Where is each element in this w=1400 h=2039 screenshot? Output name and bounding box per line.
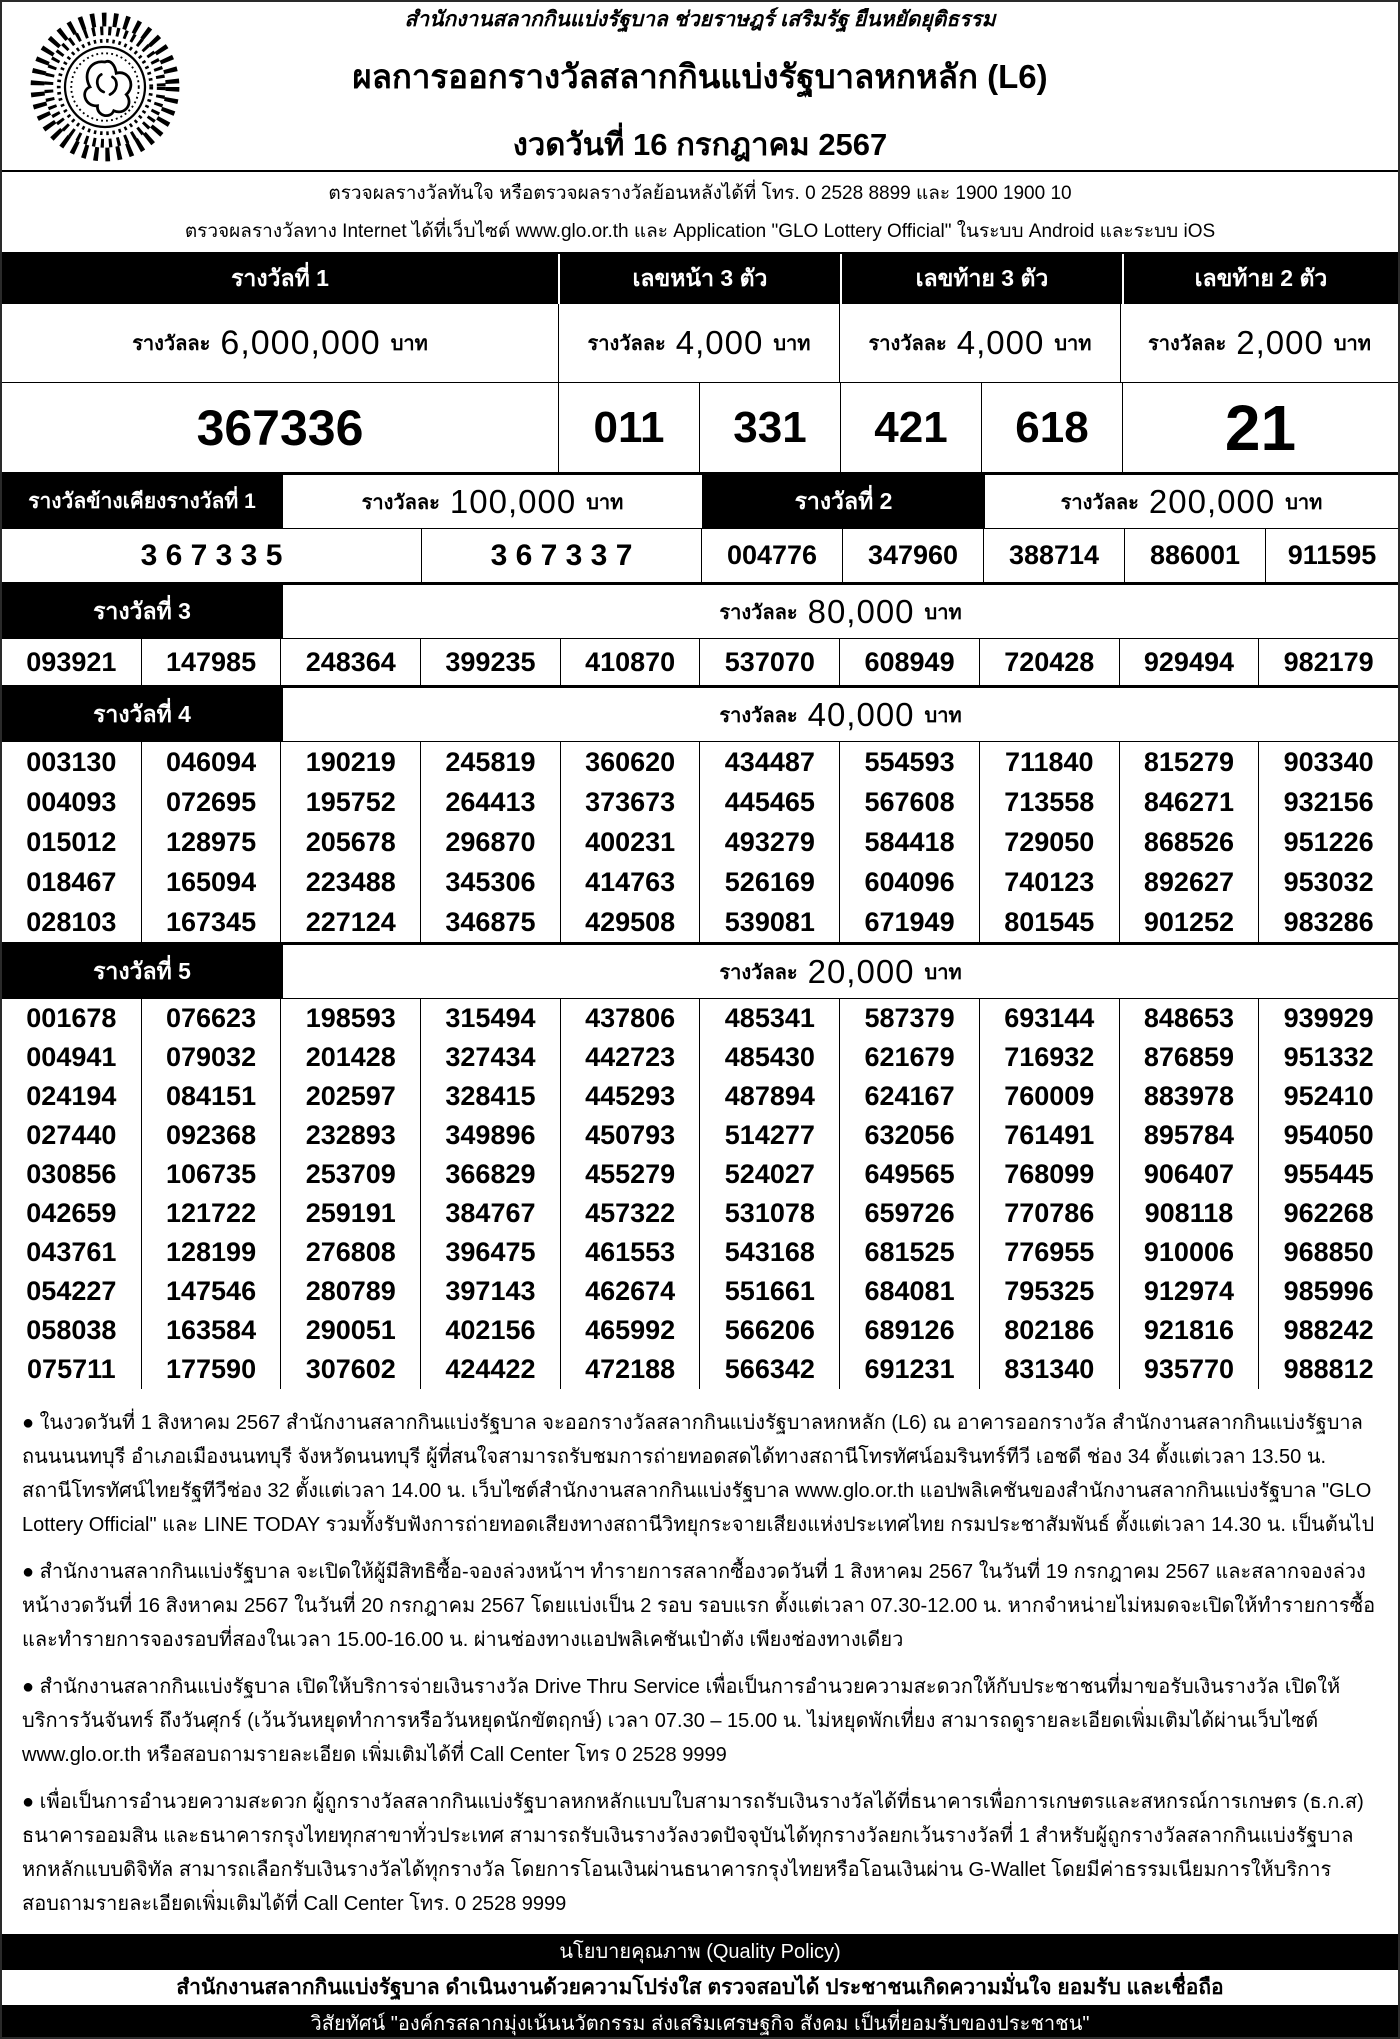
last2-amount	[1121, 304, 1398, 382]
first-prize-amount	[2, 304, 558, 382]
last3-number-1: 421	[841, 383, 981, 472]
side-prize-amount	[283, 475, 702, 528]
prize-number: 539081	[700, 902, 839, 942]
prize-number: 537070	[700, 639, 839, 685]
prize5-numbers	[2, 998, 1398, 1389]
amount-value: 100,000	[449, 482, 577, 520]
front3-number-1: 011	[559, 383, 699, 472]
prize-number: 493279	[700, 822, 839, 862]
prize-number: 952410	[1259, 1077, 1398, 1116]
amount-unit: บาท	[773, 333, 811, 355]
amount-value: 40,000	[807, 695, 915, 733]
prize-number: 327434	[421, 1038, 560, 1077]
prize-number: 093921	[2, 639, 141, 685]
amount-prefix: รางวัลละ	[132, 333, 211, 355]
amount-unit: บาท	[924, 704, 962, 727]
prize-number: 531078	[700, 1194, 839, 1233]
prize-number: 106735	[142, 1155, 281, 1194]
prize-number: 003130	[2, 742, 141, 782]
prize-number: 776955	[980, 1233, 1119, 1272]
top-prize-amount-row	[2, 304, 1398, 382]
prize2-label: รางวัลที่ 2	[703, 475, 984, 528]
prize-number: 526169	[700, 862, 839, 902]
prize-number: 205678	[281, 822, 420, 862]
prize-number: 621679	[840, 1038, 979, 1077]
prize-number: 551661	[700, 1272, 839, 1311]
prize-number: 058038	[2, 1311, 141, 1350]
front3-amount	[559, 304, 839, 382]
prize-number: 128199	[142, 1233, 281, 1272]
prize-number: 346875	[421, 902, 560, 942]
prize-number: 434487	[700, 742, 839, 782]
prize-number: 988812	[1259, 1350, 1398, 1389]
prize-number: 245819	[421, 742, 560, 782]
prize-number: 983286	[1259, 902, 1398, 942]
prize2-number: 911595	[1266, 529, 1398, 582]
prize-number: 280789	[281, 1272, 420, 1311]
prize-number: 259191	[281, 1194, 420, 1233]
prize-number: 147546	[142, 1272, 281, 1311]
amount-value: 4,000	[956, 324, 1045, 361]
prize4-header-row	[2, 685, 1398, 741]
last2-number: 21	[1123, 383, 1398, 472]
amount-value: 20,000	[807, 952, 915, 990]
prize-number: 042659	[2, 1194, 141, 1233]
top-prize-number-row	[2, 382, 1398, 472]
prize-number: 396475	[421, 1233, 560, 1272]
prize-number: 015012	[2, 822, 141, 862]
prize-number: 128975	[142, 822, 281, 862]
prize-number: 328415	[421, 1077, 560, 1116]
prize-number: 276808	[281, 1233, 420, 1272]
prize-number: 659726	[840, 1194, 979, 1233]
prize5-amount	[283, 945, 1398, 998]
prize5-label: รางวัลที่ 5	[2, 945, 282, 998]
prize-number: 524027	[700, 1155, 839, 1194]
prize2-number: 388714	[984, 529, 1124, 582]
prize2-amount	[985, 475, 1398, 528]
amount-unit: บาท	[924, 961, 962, 984]
contact-internet-line: ตรวจผลรางวัลทาง Internet ได้ที่เว็บไซต์ www.glo.or.th และ Application "GLO Lottery Official" ในระบบ Android และระบบ iOS	[184, 221, 1216, 242]
prize-number: 472188	[561, 1350, 700, 1389]
amount-unit: บาท	[390, 333, 428, 355]
prize-number: 400231	[561, 822, 700, 862]
prize-number: 587379	[840, 999, 979, 1038]
prize-number: 177590	[142, 1350, 281, 1389]
prize-number: 253709	[281, 1155, 420, 1194]
prize-number: 868526	[1120, 822, 1259, 862]
prize-number: 147985	[142, 639, 281, 685]
prize-number: 903340	[1259, 742, 1398, 782]
side-prize-label: รางวัลข้างเคียงรางวัลที่ 1	[2, 475, 282, 528]
prize-number: 693144	[980, 999, 1119, 1038]
prize-number: 455279	[561, 1155, 700, 1194]
prize-number: 075711	[2, 1350, 141, 1389]
prize-number: 004941	[2, 1038, 141, 1077]
prize-number: 167345	[142, 902, 281, 942]
prize-number: 910006	[1120, 1233, 1259, 1272]
amount-prefix: รางวัลละ	[1060, 491, 1139, 514]
last3-amount	[840, 304, 1120, 382]
prize-number: 921816	[1120, 1311, 1259, 1350]
prize-number: 584418	[840, 822, 979, 862]
amount-unit: บาท	[924, 601, 962, 624]
prize-number: 461553	[561, 1233, 700, 1272]
prize-number: 397143	[421, 1272, 560, 1311]
amount-prefix: รางวัลละ	[719, 961, 798, 984]
prize-number: 713558	[980, 782, 1119, 822]
prize-number: 801545	[980, 902, 1119, 942]
prize-number: 962268	[1259, 1194, 1398, 1233]
prize-number: 883978	[1120, 1077, 1259, 1116]
prize-number: 076623	[142, 999, 281, 1038]
prize-number: 953032	[1259, 862, 1398, 902]
amount-unit: บาท	[1333, 333, 1371, 355]
prize-number: 760009	[980, 1077, 1119, 1116]
prize-number: 566342	[700, 1350, 839, 1389]
note-next-draw: ● ในงวดวันที่ 1 สิงหาคม 2567 สำนักงานสลากกินแบ่งรัฐบาล จะออกรางวัลสลากกินแบ่งรัฐบาลหกหลัก (L6) ณ อาคารออกรางวัล สำนักงานสลากกินแบ่งรัฐบาล ถนนนนทบุรี อำเภอเมืองนนทบุรี จังหวัดนนทบุรี ผู้ที่สนใจสามารถรับชมการถ่ายทอดสดได้ทางสถานีโทรทัศน์อมรินทร์ทีวี เอชดี ช่อง 34 ตั้งแต่เวลา 13.50 น. สถานีโทรทัศน์ไทยรัฐทีวีช่อง 32 ตั้งแต่เวลา 14.00 น. เว็บไซต์สำนักงานสลากกินแบ่งรัฐบาล www.glo.or.th แอปพลิเคชันของสำนักงานสลากกินแบ่งรัฐบาล "GLO Lottery Official" และ LINE TODAY รวมทั้งรับฟังการถ่ายทอดเสียงทางสถานีวิทยุกระจายเสียงแห่งประเทศไทย กรมประชาสัมพันธ์ ตั้งแต่เวลา 14.30 น. เป็นต้นไป	[22, 1412, 1375, 1536]
prize-number: 457322	[561, 1194, 700, 1233]
prize-number: 720428	[980, 639, 1119, 685]
prize-number: 202597	[281, 1077, 420, 1116]
prize-number: 001678	[2, 999, 141, 1038]
prize-number: 349896	[421, 1116, 560, 1155]
prize-number: 315494	[421, 999, 560, 1038]
amount-prefix: รางวัลละ	[361, 491, 440, 514]
prize5-header-row	[2, 942, 1398, 998]
prize-number: 906407	[1120, 1155, 1259, 1194]
prize-number: 567608	[840, 782, 979, 822]
prize-number: 410870	[561, 639, 700, 685]
first-prize-header: รางวัลที่ 1	[2, 254, 558, 304]
prize-number: 649565	[840, 1155, 979, 1194]
side-prize-number-2: 3 6 7 3 3 7	[422, 529, 701, 582]
last3-number-2: 618	[982, 383, 1122, 472]
prize-number: 084151	[142, 1077, 281, 1116]
prize-number: 985996	[1259, 1272, 1398, 1311]
prize-number: 691231	[840, 1350, 979, 1389]
prize-number: 290051	[281, 1311, 420, 1350]
prize-number: 424422	[421, 1350, 560, 1389]
prize-number: 761491	[980, 1116, 1119, 1155]
note-advance-booking: ● สำนักงานสลากกินแบ่งรัฐบาล จะเปิดให้ผู้มีสิทธิซื้อ-จองล่วงหน้าฯ ทำรายการสลากซื้องวดวันที่ 1 สิงหาคม 2567 ในวันที่ 19 กรกฎาคม 2567 และสลากจองล่วงหน้างวดวันที่ 16 สิงหาคม 2567 ในวันที่ 20 กรกฎาคม 2567 โดยแบ่งเป็น 2 รอบ รอบแรก ตั้งแต่เวลา 07.30-12.00 น. หากจำหน่ายไม่หมดจะเปิดให้ทำรายการซื้อและทำรายการจองรอบที่สองในเวลา 15.00-16.00 น. ผ่านช่องทางแอปพลิเคชันเป๋าตัง เพียงช่องทางเดียว	[22, 1561, 1376, 1651]
amount-prefix: รางวัลละ	[1148, 333, 1227, 355]
page-header	[2, 2, 1398, 172]
prize-number: 908118	[1120, 1194, 1259, 1233]
prize-number: 465992	[561, 1311, 700, 1350]
prize-number: 018467	[2, 862, 141, 902]
prize-number: 445465	[700, 782, 839, 822]
top-prize-header-row	[2, 252, 1398, 304]
prize-number: 232893	[281, 1116, 420, 1155]
first-prize-number: 367336	[2, 383, 558, 472]
prize-number: 604096	[840, 862, 979, 902]
prize-number: 716932	[980, 1038, 1119, 1077]
prize-number: 373673	[561, 782, 700, 822]
amount-value: 80,000	[807, 592, 915, 630]
prize-number: 955445	[1259, 1155, 1398, 1194]
prize-number: 307602	[281, 1350, 420, 1389]
prize-number: 429508	[561, 902, 700, 942]
prize2-number: 004776	[702, 529, 842, 582]
prize-number: 072695	[142, 782, 281, 822]
prize-number: 384767	[421, 1194, 560, 1233]
page-title: ผลการออกรางวัลสลากกินแบ่งรัฐบาลหกหลัก (L6)	[352, 58, 1048, 95]
side-prize2-number-row	[2, 528, 1398, 582]
prize-number: 092368	[142, 1116, 281, 1155]
prize-number: 689126	[840, 1311, 979, 1350]
prize-number: 121722	[142, 1194, 281, 1233]
prize-number: 414763	[561, 862, 700, 902]
prize3-label: รางวัลที่ 3	[2, 585, 282, 638]
prize-number: 671949	[840, 902, 979, 942]
prize-number: 566206	[700, 1311, 839, 1350]
prize-number: 485430	[700, 1038, 839, 1077]
prize-number: 895784	[1120, 1116, 1259, 1155]
prize4-label: รางวัลที่ 4	[2, 688, 282, 741]
prize-number: 935770	[1120, 1350, 1259, 1389]
quality-policy-bar: นโยบายคุณภาพ (Quality Policy)	[2, 1934, 1398, 1968]
prize-number: 487894	[700, 1077, 839, 1116]
prize-number: 345306	[421, 862, 560, 902]
prize-number: 201428	[281, 1038, 420, 1077]
prize-number: 163584	[142, 1311, 281, 1350]
amount-prefix: รางวัลละ	[719, 704, 798, 727]
prize-number: 951226	[1259, 822, 1398, 862]
prize-number: 901252	[1120, 902, 1259, 942]
prize3-header-row	[2, 582, 1398, 638]
prize-number: 437806	[561, 999, 700, 1038]
prize-number: 046094	[142, 742, 281, 782]
prize-number: 951332	[1259, 1038, 1398, 1077]
prize-number: 795325	[980, 1272, 1119, 1311]
prize-number: 939929	[1259, 999, 1398, 1038]
prize-number: 932156	[1259, 782, 1398, 822]
prize-number: 004093	[2, 782, 141, 822]
prize-number: 929494	[1120, 639, 1259, 685]
prize-number: 802186	[980, 1311, 1119, 1350]
prize-number: 079032	[142, 1038, 281, 1077]
prize-number: 632056	[840, 1116, 979, 1155]
prize-number: 912974	[1120, 1272, 1259, 1311]
amount-unit: บาท	[586, 491, 624, 514]
prize4-amount	[283, 688, 1398, 741]
contact-info	[2, 172, 1398, 252]
prize2-number: 886001	[1125, 529, 1265, 582]
amount-prefix: รางวัลละ	[587, 333, 666, 355]
prize2-number: 347960	[843, 529, 983, 582]
prize-number: 360620	[561, 742, 700, 782]
prize-number: 054227	[2, 1272, 141, 1311]
last2-header: เลขท้าย 2 ตัว	[1124, 254, 1398, 304]
prize-number: 028103	[2, 902, 141, 942]
prize-number: 982179	[1259, 639, 1398, 685]
prize-number: 954050	[1259, 1116, 1398, 1155]
prize-number: 684081	[840, 1272, 979, 1311]
prize-number: 024194	[2, 1077, 141, 1116]
prize-number: 462674	[561, 1272, 700, 1311]
prize-number: 399235	[421, 639, 560, 685]
prize-number: 831340	[980, 1350, 1119, 1389]
amount-value: 200,000	[1148, 482, 1276, 520]
glo-emblem-icon	[30, 12, 180, 162]
prize-number: 227124	[281, 902, 420, 942]
prize-number: 968850	[1259, 1233, 1398, 1272]
side-prize2-header-row	[2, 472, 1398, 528]
prize-number: 190219	[281, 742, 420, 782]
side-prize-number-1: 3 6 7 3 3 5	[2, 529, 421, 582]
amount-unit: บาท	[1054, 333, 1092, 355]
prize-number: 030856	[2, 1155, 141, 1194]
contact-phone-line: ตรวจผลรางวัลทันใจ หรือตรวจผลรางวัลย้อนหลังได้ที่ โทร. 0 2528 8899 และ 1900 1900 10	[328, 183, 1072, 204]
prize-number: 043761	[2, 1233, 141, 1272]
prize-number: 892627	[1120, 862, 1259, 902]
prize-number: 165094	[142, 862, 281, 902]
prize-number: 195752	[281, 782, 420, 822]
prize-number: 815279	[1120, 742, 1259, 782]
prize-number: 402156	[421, 1311, 560, 1350]
front3-header: เลขหน้า 3 ตัว	[560, 254, 840, 304]
note-prize-claim: ● เพื่อเป็นการอำนวยความสะดวก ผู้ถูกรางวัลสลากกินแบ่งรัฐบาลหกหลักแบบใบสามารถรับเงินรางวัลได้ที่ธนาคารเพื่อการเกษตรและสหกรณ์การเกษตร (ธ.ก.ส) ธนาคารออมสิน และธนาคารกรุงไทยทุกสาขาทั่วประเทศ สามารถรับเงินรางวัลงวดปัจจุบันได้ทุกรางวัลยกเว้นรางวัลที่ 1 สำหรับผู้ถูกรางวัลสลากกินแบ่งรัฐบาลหกหลักแบบดิจิทัล สามารถเลือกรับเงินรางวัลได้ทุกรางวัล โดยการโอนเงินผ่านธนาคารกรุงไทยหรือโอนเงินผ่าน G-Wallet โดยมีค่าธรรมเนียมการให้บริการ สอบถามรายละเอียดเพิ่มเติมได้ที่ Call Center โทร. 0 2528 9999	[22, 1791, 1364, 1915]
prize-number: 848653	[1120, 999, 1259, 1038]
amount-value: 4,000	[675, 324, 764, 361]
prize-number: 729050	[980, 822, 1119, 862]
prize-number: 514277	[700, 1116, 839, 1155]
prize-number: 768099	[980, 1155, 1119, 1194]
prize-number: 988242	[1259, 1311, 1398, 1350]
prize-number: 608949	[840, 639, 979, 685]
prize-number: 681525	[840, 1233, 979, 1272]
prize-number: 445293	[561, 1077, 700, 1116]
amount-prefix: รางวัลละ	[719, 601, 798, 624]
prize3-numbers	[2, 638, 1398, 685]
prize-number: 450793	[561, 1116, 700, 1155]
prize-number: 740123	[980, 862, 1119, 902]
prize-number: 442723	[561, 1038, 700, 1077]
prize-number: 876859	[1120, 1038, 1259, 1077]
prize-number: 264413	[421, 782, 560, 822]
prize4-numbers	[2, 741, 1398, 942]
quality-policy-text: สำนักงานสลากกินแบ่งรัฐบาล ดำเนินงานด้วยความโปร่งใส ตรวจสอบได้ ประชาชนเกิดความมั่นใจ ยอมรับ และเชื่อถือ	[2, 1968, 1398, 2006]
prize-number: 711840	[980, 742, 1119, 782]
last3-header: เลขท้าย 3 ตัว	[842, 254, 1122, 304]
prize-number: 248364	[281, 639, 420, 685]
prize-number: 770786	[980, 1194, 1119, 1233]
announcement-notes	[2, 1389, 1398, 1934]
amount-value: 6,000,000	[220, 323, 381, 362]
amount-value: 2,000	[1236, 324, 1324, 361]
prize-number: 543168	[700, 1233, 839, 1272]
prize-number: 366829	[421, 1155, 560, 1194]
prize-number: 554593	[840, 742, 979, 782]
prize-number: 485341	[700, 999, 839, 1038]
prize-number: 027440	[2, 1116, 141, 1155]
prize-number: 624167	[840, 1077, 979, 1116]
prize3-amount	[283, 585, 1398, 638]
prize-number: 296870	[421, 822, 560, 862]
amount-unit: บาท	[1285, 491, 1323, 514]
vision-bar: วิสัยทัศน์ "องค์กรสลากมุ่งเน้นนวัตกรรม ส่งเสริมเศรษฐกิจ สังคม เป็นที่ยอมรับของประชาชน"	[2, 2006, 1398, 2039]
agency-motto: สำนักงานสลากกินแบ่งรัฐบาล ช่วยราษฎร์ เสริมรัฐ ยืนหยัดยุติธรรม	[404, 8, 996, 31]
prize-number: 198593	[281, 999, 420, 1038]
note-drive-thru: ● สำนักงานสลากกินแบ่งรัฐบาล เปิดให้บริการจ่ายเงินรางวัล Drive Thru Service เพื่อเป็นการอำนวยความสะดวกให้กับประชาชนที่มาขอรับเงินรางวัล เปิดให้บริการวันจันทร์ ถึงวันศุกร์ (เว้นวันหยุดทำการหรือวันหยุดนักขัตฤกษ์) เวลา 07.30 – 15.00 น. ไม่หยุดพักเที่ยง สามารถดูรายละเอียดเพิ่มเติมได้ผ่านเว็บไซต์ www.glo.or.th หรือสอบถามรายละเอียด เพิ่มเติมได้ที่ Call Center โทร 0 2528 9999	[22, 1676, 1341, 1766]
prize-number: 223488	[281, 862, 420, 902]
draw-date: งวดวันที่ 16 กรกฎาคม 2567	[512, 127, 888, 162]
front3-number-2: 331	[700, 383, 840, 472]
prize-number: 846271	[1120, 782, 1259, 822]
amount-prefix: รางวัลละ	[868, 333, 947, 355]
